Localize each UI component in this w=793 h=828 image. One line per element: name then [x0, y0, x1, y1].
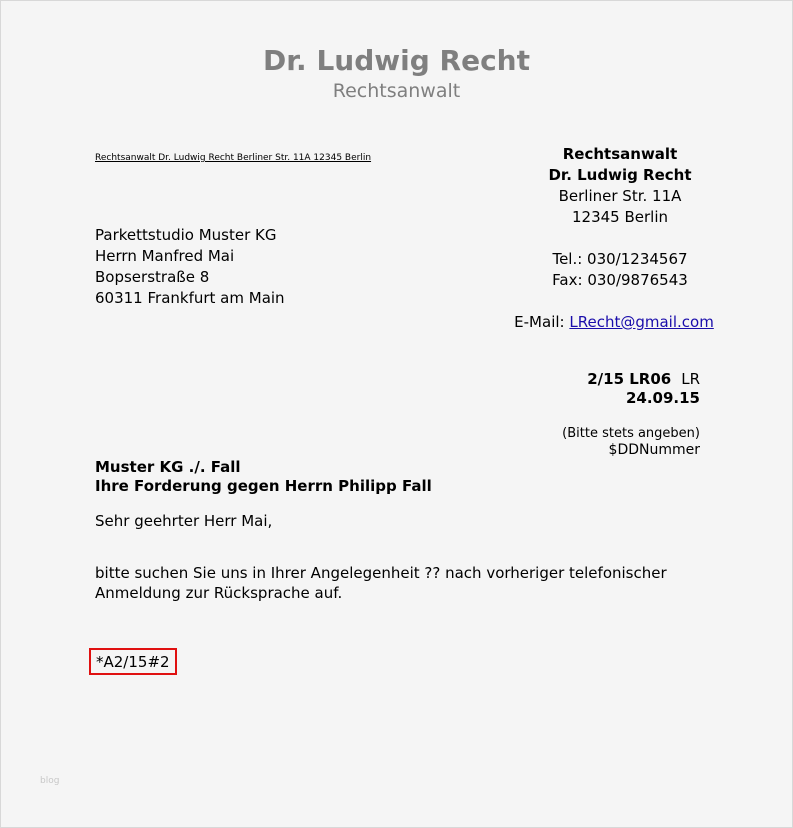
reference-placeholder: $DDNummer: [608, 442, 700, 458]
document-code-highlight: *A2/15#2: [89, 648, 177, 675]
letterhead-profession: Rechtsanwalt: [332, 80, 461, 102]
recipient-person: Herrn Manfred Mai: [95, 247, 235, 265]
letterhead-name: Dr. Ludwig Recht: [263, 44, 530, 77]
subject-line-2: Ihre Forderung gegen Herrn Philipp Fall: [95, 477, 432, 495]
email-label: E-Mail:: [514, 313, 565, 331]
sender-street: Berliner Str. 11A: [558, 187, 682, 205]
recipient-street: Bopserstraße 8: [95, 268, 210, 286]
sender-name: Dr. Ludwig Recht: [548, 166, 692, 184]
body-line-1: bitte suchen Sie uns in Ihrer Angelegenheit ?? nach vorheriger telefonischer: [95, 564, 667, 582]
reference-block: [587, 370, 700, 408]
watermark: blog: [40, 776, 60, 786]
return-address-line: Rechtsanwalt Dr. Ludwig Recht Berliner Str. 11A 12345 Berlin: [95, 153, 372, 163]
sender-phone: Tel.: 030/1234567: [552, 250, 688, 268]
sender-email-row: [488, 312, 740, 333]
subject-line-1: Muster KG ./. Fall: [95, 458, 241, 476]
subject-block: [95, 458, 432, 496]
recipient-company: Parkettstudio Muster KG: [95, 226, 277, 244]
sender-fax: Fax: 030/9876543: [552, 271, 688, 289]
reference-hint: (Bitte stets angeben): [562, 426, 700, 441]
reference-date: 24.09.15: [625, 389, 700, 407]
reference-hint-block: [562, 425, 700, 459]
sender-title: Rechtsanwalt: [562, 145, 678, 163]
recipient-city: 60311 Frankfurt am Main: [95, 289, 285, 307]
letter-body: [95, 563, 667, 603]
recipient-block: [95, 225, 285, 309]
salutation: Sehr geehrter Herr Mai,: [95, 512, 273, 530]
sender-city: 12345 Berlin: [571, 208, 668, 226]
reference-initials: LR: [681, 370, 700, 388]
email-link[interactable]: LRecht@gmail.com: [569, 313, 714, 331]
body-line-2: Anmeldung zur Rücksprache auf.: [95, 584, 343, 602]
reference-number: 2/15 LR06: [587, 370, 672, 388]
sender-block: [500, 144, 740, 333]
